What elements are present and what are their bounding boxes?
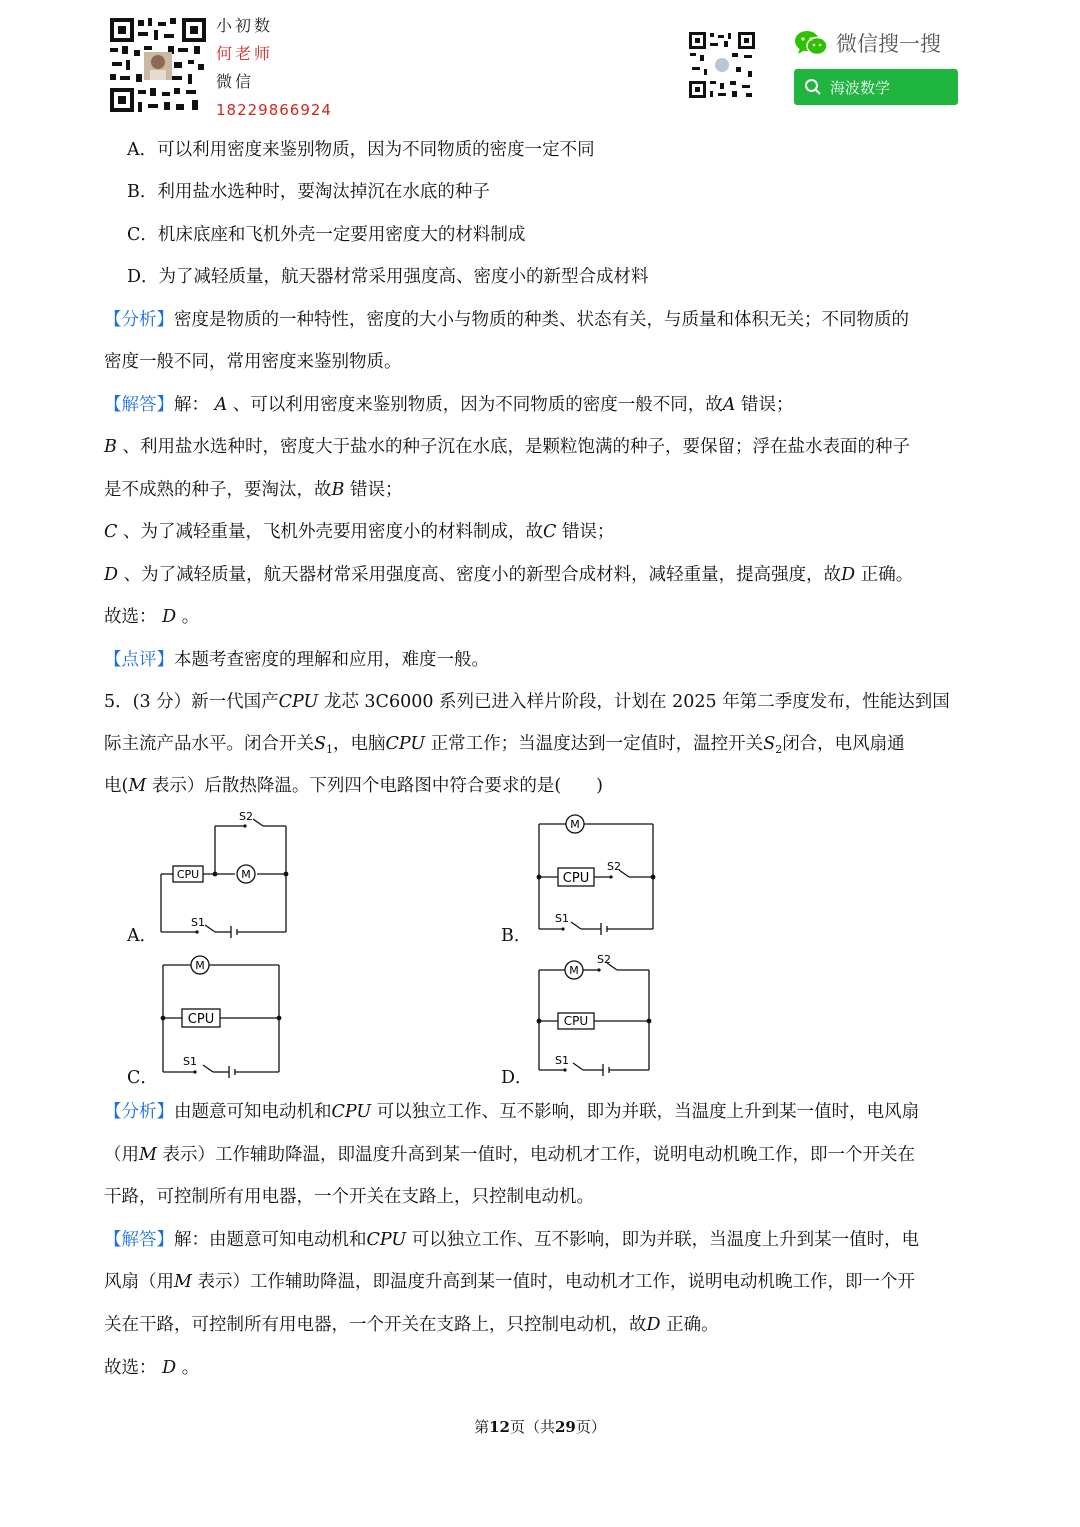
q5-text: ( (121, 776, 129, 796)
choose-label: 故选： (104, 607, 157, 627)
q5-text: 5．(3 分）新一代国产 (104, 692, 279, 712)
analysis-tag: 【分析】 (104, 310, 174, 330)
q5-analysis-line-3: 干路，可控制所有用电器，一个开关在支路上，只控制电动机。 (104, 1187, 594, 1207)
option-d: D．为了减轻质量，航天器材常采用强度高、密度小的新型合成材料 (127, 267, 649, 287)
s2-label: S2 (597, 953, 611, 966)
circuit-diagram-b (533, 812, 663, 936)
footer-text: 页） (575, 1418, 606, 1436)
answer-text: 错误； (349, 480, 403, 500)
answer-text: 错误； (741, 395, 794, 415)
search-button-label: 海波数学 (830, 78, 891, 97)
qr-code-right (688, 31, 756, 99)
answer-letter: B (104, 437, 117, 457)
q5-answer-text: 解：由题意可知电动机和 (174, 1230, 367, 1250)
qr-code-left (108, 16, 208, 114)
q5-cpu: CPU (385, 734, 426, 754)
analysis-line-1 (104, 307, 909, 333)
q5-line-2 (104, 731, 905, 763)
cpu-label: CPU (563, 1014, 589, 1028)
answer-letter: B (331, 480, 345, 500)
answer-text: 正确。 (860, 565, 914, 585)
analysis-tag: 【分析】 (104, 1102, 174, 1122)
q5-answer-text: 正确。 (666, 1315, 719, 1335)
motor-label: M (570, 818, 580, 831)
contact-note (216, 12, 332, 124)
option-label-c: C． (127, 1068, 158, 1088)
s1-label: S1 (555, 1054, 569, 1067)
choose-label: 故选： (104, 1358, 157, 1378)
q5-switch-symbol: S (314, 734, 326, 754)
motor-label: M (569, 964, 579, 977)
s2-label: S2 (607, 860, 621, 873)
analysis-text-1: 密度是物质的一种特性，密度的大小与物质的种类、状态有关，与质量和体积无关；不同物质的 (174, 310, 909, 330)
choose-letter: D (162, 607, 177, 627)
comment-line (104, 647, 489, 673)
answer-text: 是不成熟的种子，要淘汰，故 (104, 480, 332, 500)
answer-text: 解： (174, 395, 209, 415)
q5-analysis-text: （用 (104, 1145, 139, 1165)
q5-analysis-line-2 (104, 1142, 915, 1168)
option-b: B．利用盐水选种时，要淘汰掉沉在水底的种子 (127, 182, 490, 202)
search-button[interactable] (794, 69, 958, 105)
q5-line-1 (104, 689, 950, 715)
q5-text: 正常工作；当温度达到一定值时，温控开关 (430, 734, 764, 754)
q5-cpu: CPU (366, 1230, 407, 1250)
answer-tag: 【解答】 (104, 1230, 174, 1250)
answer-choose (104, 604, 199, 630)
q5-text: 闭合，电风扇通 (782, 734, 905, 754)
q5-answer-text: 表示）工作辅助降温，即温度升高到某一值时，电动机才工作，说明电动机晚工作，即一个开 (197, 1272, 915, 1292)
q5-answer-line-3 (104, 1312, 719, 1338)
q5-motor-symbol: M (139, 1145, 157, 1165)
s2-label: S2 (239, 810, 253, 823)
q5-text: 际主流产品水平。闭合开关 (104, 734, 314, 754)
answer-letter: A (722, 395, 736, 415)
answer-text: 、利用盐水选种时，密度大于盐水的种子沉在水底，是颗粒饱满的种子，要保留；浮在盐水表面的种子 (122, 437, 910, 457)
q5-answer-text: 关在干路，可控制所有用电器，一个开关在支路上，只控制电动机，故 (104, 1315, 647, 1335)
answer-line-1 (104, 392, 794, 418)
choose-end: 。 (181, 1358, 200, 1378)
q5-text: 表示）后散热降温。下列四个电路图中符合要求的是( ) (151, 776, 603, 796)
footer-text: 页（共 (509, 1418, 555, 1436)
note-line-3: 微信 (216, 72, 255, 91)
note-line-2: 何老师 (216, 44, 274, 63)
choose-letter: D (162, 1358, 177, 1378)
choose-end: 。 (181, 607, 200, 627)
s1-label: S1 (191, 916, 205, 929)
answer-line-5 (104, 562, 913, 588)
q5-answer-line-2 (104, 1269, 915, 1295)
circuit-diagram-d (533, 952, 659, 1076)
q5-answer-line-1 (104, 1227, 919, 1253)
q5-switch-sub: 2 (775, 743, 783, 756)
search-icon (804, 78, 822, 96)
answer-tag: 【解答】 (104, 395, 174, 415)
comment-text: 本题考查密度的理解和应用，难度一般。 (174, 650, 489, 670)
option-label-b: B． (501, 926, 532, 946)
option-c: C．机床底座和飞机外壳一定要用密度大的材料制成 (127, 225, 526, 245)
circuit-diagram-a (155, 808, 295, 940)
q5-motor-symbol: M (174, 1272, 192, 1292)
page-number: 12 (489, 1418, 510, 1436)
answer-text: 、为了减轻质量，航天器材常采用强度高、密度小的新型合成材料，减轻重量，提高强度，故 (123, 565, 842, 585)
page-footer (0, 1416, 1080, 1437)
option-label-a: A． (127, 926, 158, 946)
q5-cpu: CPU (278, 692, 319, 712)
q5-switch-symbol: S (763, 734, 776, 754)
q5-text: 龙芯 3C6000 系列已进入样片阶段，计划在 2025 年第二季度发布，性能达到国 (323, 692, 950, 712)
q5-line-3 (104, 773, 603, 799)
q5-analysis-line-1 (104, 1099, 919, 1125)
cpu-label: CPU (562, 871, 590, 886)
answer-text: 、为了减轻重量，飞机外壳要用密度小的材料制成，故 (122, 522, 543, 542)
answer-line-2 (104, 434, 910, 460)
analysis-line-2: 密度一般不同，常用密度来鉴别物质。 (104, 352, 402, 372)
q5-switch-sub: 1 (326, 743, 333, 756)
page-total: 29 (555, 1418, 576, 1436)
cpu-label: CPU (176, 868, 200, 881)
wechat-search-label: 微信搜一搜 (836, 32, 941, 56)
answer-line-3 (104, 477, 402, 503)
answer-line-4 (104, 519, 614, 545)
option-a: A．可以利用密度来鉴别物质，因为不同物质的密度一定不同 (127, 140, 595, 160)
motor-label: M (195, 959, 205, 972)
comment-tag: 【点评】 (104, 650, 174, 670)
answer-letter: C (104, 522, 118, 542)
answer-letter: D (104, 565, 119, 585)
answer-letter: D (841, 565, 856, 585)
wechat-search-title (794, 28, 941, 58)
motor-label: M (241, 868, 251, 881)
answer-text: 、可以利用密度来鉴别物质，因为不同物质的密度一般不同，故 (232, 395, 723, 415)
q5-analysis-text: 表示）工作辅助降温，即温度升高到某一值时，电动机才工作，说明电动机晚工作，即一个开关在 (162, 1145, 915, 1165)
q5-motor-symbol: M (128, 776, 147, 796)
q5-text: ，电脑 (333, 734, 386, 754)
note-line-1: 小初数 (216, 16, 274, 35)
answer-text: 错误； (561, 522, 615, 542)
q5-analysis-text: 由题意可知电动机和 (174, 1102, 332, 1122)
phone-number: 18229866924 (216, 101, 332, 119)
answer-letter: C (542, 522, 557, 542)
q5-cpu: CPU (331, 1102, 372, 1122)
q5-answer-text: 风扇（用 (104, 1272, 174, 1292)
s1-label: S1 (183, 1055, 197, 1068)
q5-analysis-text: 可以独立工作、互不影响，即为并联，当温度上升到某一值时，电风扇 (376, 1102, 920, 1122)
cpu-label: CPU (187, 1012, 215, 1027)
q5-answer-choose (104, 1355, 199, 1381)
option-label-d: D． (501, 1068, 533, 1088)
footer-text: 第 (474, 1418, 490, 1436)
circuit-diagram-c (157, 955, 287, 1079)
wechat-icon (794, 29, 828, 57)
answer-letter: A (214, 395, 228, 415)
s1-label: S1 (555, 912, 569, 925)
answer-letter: D (646, 1315, 661, 1335)
q5-text: 电 (104, 776, 122, 796)
q5-answer-text: 可以独立工作、互不影响，即为并联，当温度上升到某一值时，电 (411, 1230, 920, 1250)
